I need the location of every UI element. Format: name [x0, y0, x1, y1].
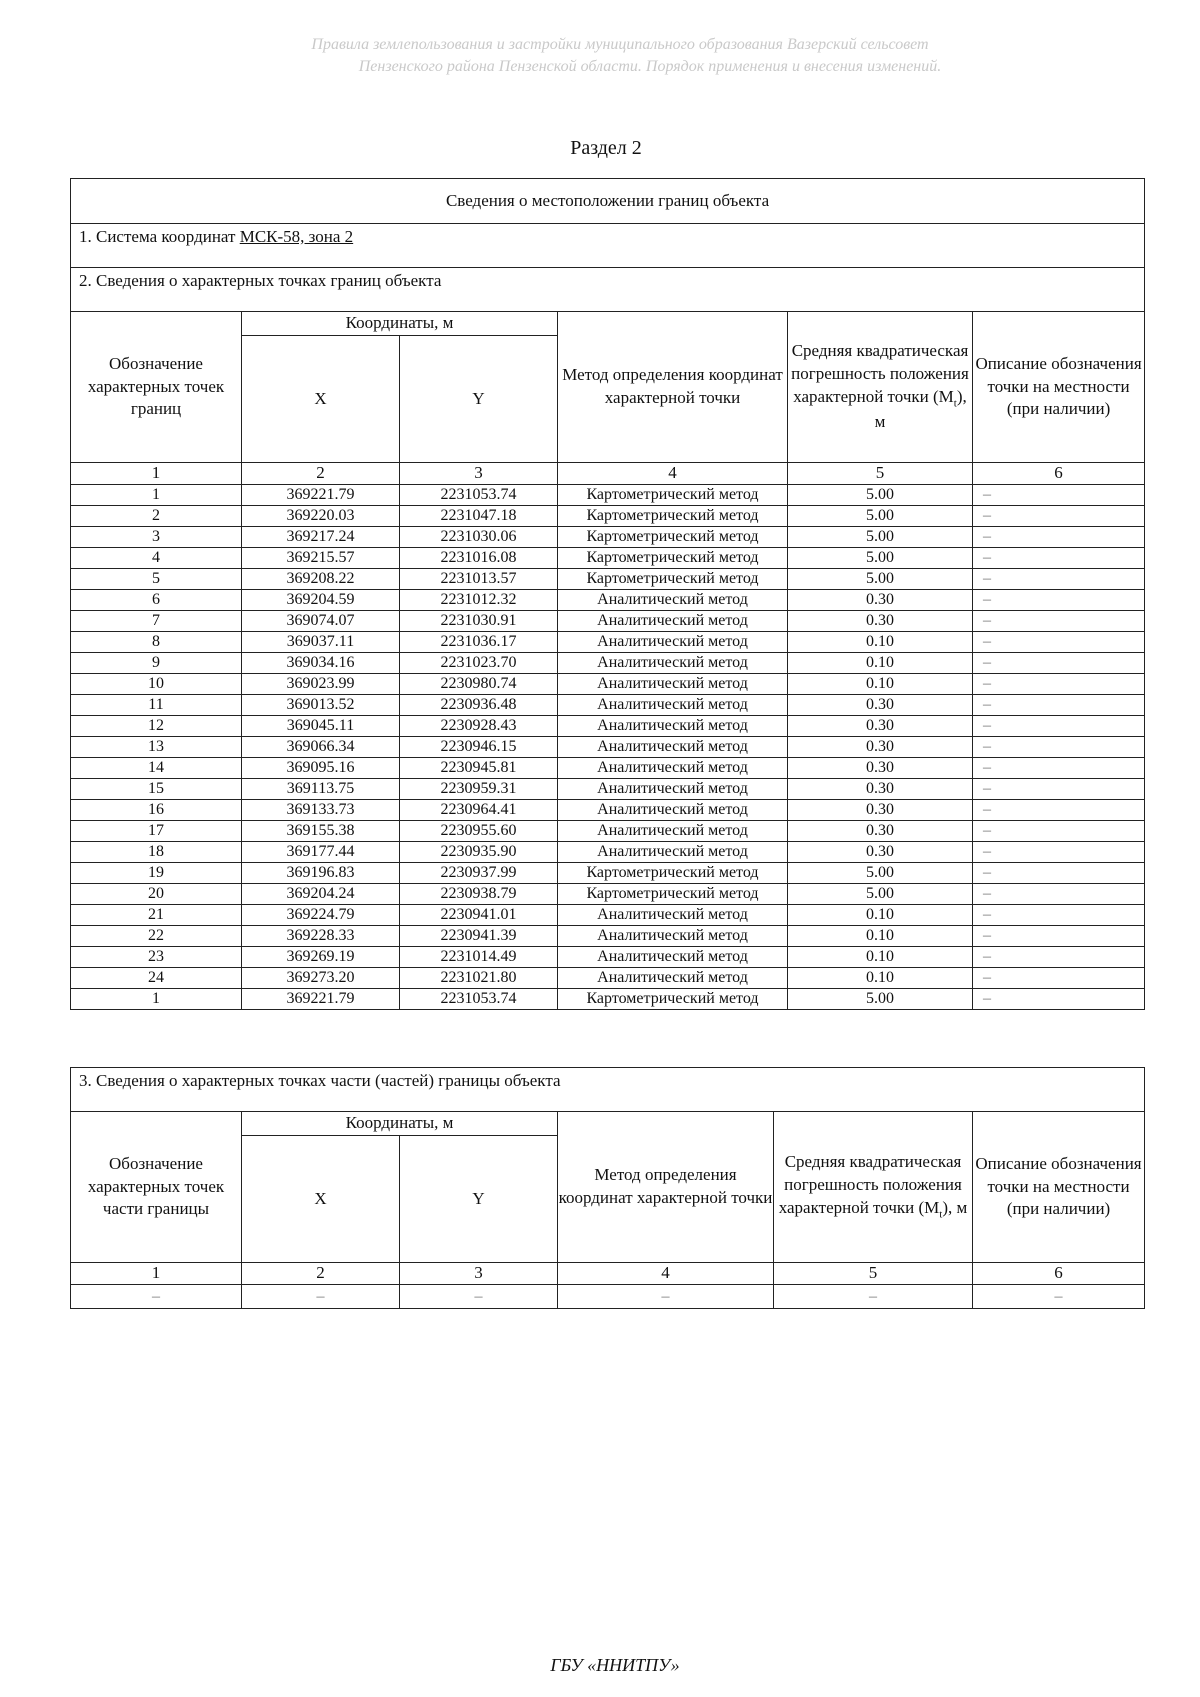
table-cell: Картометрический метод [558, 863, 788, 884]
table-cell: – [973, 926, 1145, 947]
table-cell: – [973, 737, 1145, 758]
table-cell: Аналитический метод [558, 674, 788, 695]
table-cell: 2231053.74 [400, 989, 558, 1010]
table-cell: 10 [71, 674, 242, 695]
col-number: 3 [400, 1263, 558, 1285]
coord-system-label: 1. Система координат [79, 227, 240, 246]
table-cell: 4 [71, 548, 242, 569]
col-number: 6 [973, 463, 1145, 485]
table-cell: 0.10 [788, 968, 973, 989]
col-number: 1 [71, 463, 242, 485]
table-cell: Аналитический метод [558, 947, 788, 968]
table-cell: – [400, 1285, 558, 1309]
col-number: 6 [973, 1263, 1145, 1285]
table-cell: Аналитический метод [558, 716, 788, 737]
table-cell: – [973, 968, 1145, 989]
table-cell: – [973, 695, 1145, 716]
table-cell: 23 [71, 947, 242, 968]
table-cell: Картометрический метод [558, 527, 788, 548]
table-cell: – [973, 485, 1145, 506]
table-cell: – [973, 506, 1145, 527]
table-cell: Картометрический метод [558, 485, 788, 506]
table-cell: Аналитический метод [558, 779, 788, 800]
table-cell: 2231047.18 [400, 506, 558, 527]
table-row [71, 758, 1145, 779]
table-cell: 0.30 [788, 779, 973, 800]
table-cell: 14 [71, 758, 242, 779]
header-description: Описание обозначения точки на местности (при наличии) [973, 1112, 1145, 1263]
table-cell: 0.30 [788, 611, 973, 632]
table-cell: 369228.33 [242, 926, 400, 947]
table-cell: 6 [71, 590, 242, 611]
table-cell: 0.30 [788, 821, 973, 842]
table-cell: 0.30 [788, 590, 973, 611]
table-cell: – [973, 800, 1145, 821]
table-row [71, 989, 1145, 1010]
table-cell: Картометрический метод [558, 506, 788, 527]
table-cell: 369095.16 [242, 758, 400, 779]
col-number: 4 [558, 463, 788, 485]
table-cell: Картометрический метод [558, 548, 788, 569]
table-cell: 2231036.17 [400, 632, 558, 653]
table-cell: – [973, 884, 1145, 905]
footer: ГБУ «ННИТПУ» [550, 1655, 680, 1675]
table-cell: – [973, 947, 1145, 968]
table-cell: 5.00 [788, 884, 973, 905]
running-header [0, 34, 1200, 78]
table-cell: 24 [71, 968, 242, 989]
table-cell: 369269.19 [242, 947, 400, 968]
table-cell: 20 [71, 884, 242, 905]
table-cell: 2231023.70 [400, 653, 558, 674]
table-cell: 2230928.43 [400, 716, 558, 737]
table-cell: – [973, 569, 1145, 590]
table-cell: 369220.03 [242, 506, 400, 527]
table-cell: Аналитический метод [558, 653, 788, 674]
table-cell: 369221.79 [242, 989, 400, 1010]
table-cell: 369034.16 [242, 653, 400, 674]
col-number: 5 [788, 463, 973, 485]
table-cell: Аналитический метод [558, 800, 788, 821]
table-cell: Аналитический метод [558, 590, 788, 611]
table-cell: 2231053.74 [400, 485, 558, 506]
table-cell: 0.30 [788, 758, 973, 779]
header-y: Y [400, 336, 558, 463]
header-description: Описание обозначения точки на местности (при наличии) [973, 312, 1145, 463]
table-row [71, 653, 1145, 674]
table-cell: – [973, 674, 1145, 695]
table-cell: 5.00 [788, 506, 973, 527]
table-row [71, 716, 1145, 737]
table-cell: – [973, 590, 1145, 611]
table-cell: 11 [71, 695, 242, 716]
col-number: 4 [558, 1263, 774, 1285]
table-cell: 5.00 [788, 863, 973, 884]
table-cell: 369196.83 [242, 863, 400, 884]
table-cell: – [973, 758, 1145, 779]
table-cell: – [973, 1285, 1145, 1309]
table-row [71, 947, 1145, 968]
table-cell: Аналитический метод [558, 821, 788, 842]
table-cell: 12 [71, 716, 242, 737]
table-cell: 2231016.08 [400, 548, 558, 569]
table-row [71, 674, 1145, 695]
table-cell: 0.10 [788, 947, 973, 968]
table-row [71, 779, 1145, 800]
table-cell: – [973, 632, 1145, 653]
table-cell: 369177.44 [242, 842, 400, 863]
header-method: Метод определения координат характерной точки [558, 1112, 774, 1263]
table-cell: 369037.11 [242, 632, 400, 653]
running-header-line2: Пензенского района Пензенской области. Порядок применения и внесения изменений. [358, 58, 942, 75]
table-row [71, 632, 1145, 653]
table-cell: 2231014.49 [400, 947, 558, 968]
table-cell: 1 [71, 485, 242, 506]
table-cell: 2230938.79 [400, 884, 558, 905]
table-cell: – [558, 1285, 774, 1309]
table-cell: 0.10 [788, 653, 973, 674]
table-cell: 0.30 [788, 716, 973, 737]
table-cell: – [973, 821, 1145, 842]
table-cell: 15 [71, 779, 242, 800]
table-cell: 2230955.60 [400, 821, 558, 842]
table-cell: Аналитический метод [558, 611, 788, 632]
table-cell: 0.10 [788, 674, 973, 695]
table-cell: – [973, 842, 1145, 863]
table-cell: 369208.22 [242, 569, 400, 590]
table-cell: 2230941.01 [400, 905, 558, 926]
table-cell: 369217.24 [242, 527, 400, 548]
table-cell: Картометрический метод [558, 884, 788, 905]
table-cell: – [774, 1285, 973, 1309]
table-row [71, 611, 1145, 632]
table-cell: 18 [71, 842, 242, 863]
table-cell: Аналитический метод [558, 632, 788, 653]
table-cell: Аналитический метод [558, 695, 788, 716]
table-row [71, 506, 1145, 527]
table-cell: 369204.59 [242, 590, 400, 611]
col-number: 2 [242, 463, 400, 485]
table-cell: 369221.79 [242, 485, 400, 506]
table-cell: 0.30 [788, 800, 973, 821]
table-row [71, 905, 1145, 926]
running-header-line1: Правила землепользования и застройки муниципального образования Вазерский сельсовет [311, 36, 929, 53]
table-cell: 2230946.15 [400, 737, 558, 758]
table-cell: 369215.57 [242, 548, 400, 569]
table-cell: Аналитический метод [558, 968, 788, 989]
table-cell: – [973, 527, 1145, 548]
table-cell: 5.00 [788, 569, 973, 590]
table-cell: 369013.52 [242, 695, 400, 716]
table-cell: 3 [71, 527, 242, 548]
table-cell: 0.30 [788, 695, 973, 716]
table-cell: 16 [71, 800, 242, 821]
table-cell: 2230941.39 [400, 926, 558, 947]
coord-system-row [71, 224, 1145, 268]
col-number: 2 [242, 1263, 400, 1285]
table-cell: – [242, 1285, 400, 1309]
header-x: X [242, 1136, 400, 1263]
table-row [71, 800, 1145, 821]
table-cell: 369204.24 [242, 884, 400, 905]
table-cell: 2231012.32 [400, 590, 558, 611]
table-row [71, 590, 1145, 611]
table-row [71, 737, 1145, 758]
table-cell: 5.00 [788, 989, 973, 1010]
table-cell: 5.00 [788, 548, 973, 569]
col-number: 3 [400, 463, 558, 485]
col-number: 5 [774, 1263, 973, 1285]
table-row [71, 842, 1145, 863]
table1-caption: Сведения о местоположении границ объекта [71, 179, 1145, 224]
table-cell: – [973, 716, 1145, 737]
table-cell: – [973, 989, 1145, 1010]
table-cell: 13 [71, 737, 242, 758]
table-cell: 17 [71, 821, 242, 842]
table-cell: – [71, 1285, 242, 1309]
table-cell: Аналитический метод [558, 905, 788, 926]
table-cell: 2230936.48 [400, 695, 558, 716]
table-row [71, 863, 1145, 884]
table-cell: 2231030.91 [400, 611, 558, 632]
table-cell: Аналитический метод [558, 926, 788, 947]
table-cell: 2230980.74 [400, 674, 558, 695]
header-x: X [242, 336, 400, 463]
table-cell: 21 [71, 905, 242, 926]
table-cell: 19 [71, 863, 242, 884]
header-coords: Координаты, м [242, 312, 558, 336]
coord-system-value: МСК-58, зона 2 [239, 227, 354, 246]
table-row [71, 884, 1145, 905]
table-cell: 7 [71, 611, 242, 632]
table-cell: 2230964.41 [400, 800, 558, 821]
table-cell: – [973, 611, 1145, 632]
table-cell: 2231030.06 [400, 527, 558, 548]
table-row [71, 926, 1145, 947]
table-cell: – [973, 905, 1145, 926]
table-cell: 369133.73 [242, 800, 400, 821]
table-cell: 9 [71, 653, 242, 674]
table-cell: 369273.20 [242, 968, 400, 989]
table-cell: 0.10 [788, 905, 973, 926]
table-cell: 369113.75 [242, 779, 400, 800]
header-designation: Обозначение характерных точек части границы [71, 1112, 242, 1263]
table-cell: 2230959.31 [400, 779, 558, 800]
table-cell: 2230937.99 [400, 863, 558, 884]
table-row [71, 569, 1145, 590]
header-coords: Координаты, м [242, 1112, 558, 1136]
table-cell: 0.10 [788, 926, 973, 947]
points-title: 2. Сведения о характерных точках границ объекта [71, 268, 1145, 312]
table-row [71, 695, 1145, 716]
table-cell: 369074.07 [242, 611, 400, 632]
section-title: Раздел 2 [570, 137, 642, 159]
table-cell: – [973, 548, 1145, 569]
table-cell: 369224.79 [242, 905, 400, 926]
header-designation: Обозначение характерных точек границ [71, 312, 242, 463]
table-cell: Аналитический метод [558, 842, 788, 863]
table-cell: 22 [71, 926, 242, 947]
table-row [71, 968, 1145, 989]
table-row [71, 821, 1145, 842]
part-boundary-points-table [70, 1067, 1145, 1309]
table-cell: 8 [71, 632, 242, 653]
table-cell: 0.10 [788, 632, 973, 653]
table-cell: 5.00 [788, 527, 973, 548]
table-cell: Аналитический метод [558, 737, 788, 758]
table-cell: 2231021.80 [400, 968, 558, 989]
table-cell: 1 [71, 989, 242, 1010]
boundary-points-table [70, 178, 1145, 1010]
table-cell: 369066.34 [242, 737, 400, 758]
table-cell: – [973, 863, 1145, 884]
table-cell: Картометрический метод [558, 569, 788, 590]
col-number: 1 [71, 1263, 242, 1285]
table-cell: Аналитический метод [558, 758, 788, 779]
table2-title: 3. Сведения о характерных точках части (частей) границы объекта [71, 1068, 1145, 1112]
header-error: Средняя квадратическая погрешность положения характерной точки $(M_t)$, м [788, 312, 973, 463]
table-cell: 5.00 [788, 485, 973, 506]
table-cell: 369023.99 [242, 674, 400, 695]
table-cell: 5 [71, 569, 242, 590]
table-cell: – [973, 779, 1145, 800]
table-cell: Картометрический метод [558, 989, 788, 1010]
table-cell: 2230945.81 [400, 758, 558, 779]
table-cell: 369045.11 [242, 716, 400, 737]
table-cell: 2230935.90 [400, 842, 558, 863]
header-method: Метод определения координат характерной точки [558, 312, 788, 463]
table-cell: 0.30 [788, 737, 973, 758]
table-row [71, 485, 1145, 506]
table-cell: 2 [71, 506, 242, 527]
table-row [71, 548, 1145, 569]
table-row [71, 1285, 1145, 1309]
table-cell: 0.30 [788, 842, 973, 863]
table-row [71, 527, 1145, 548]
table-cell: 2231013.57 [400, 569, 558, 590]
table-cell: 369155.38 [242, 821, 400, 842]
table-cell: – [973, 653, 1145, 674]
header-error: Средняя квадратическая погрешность положения характерной точки $(M_t)$, м [774, 1112, 973, 1263]
header-y: Y [400, 1136, 558, 1263]
